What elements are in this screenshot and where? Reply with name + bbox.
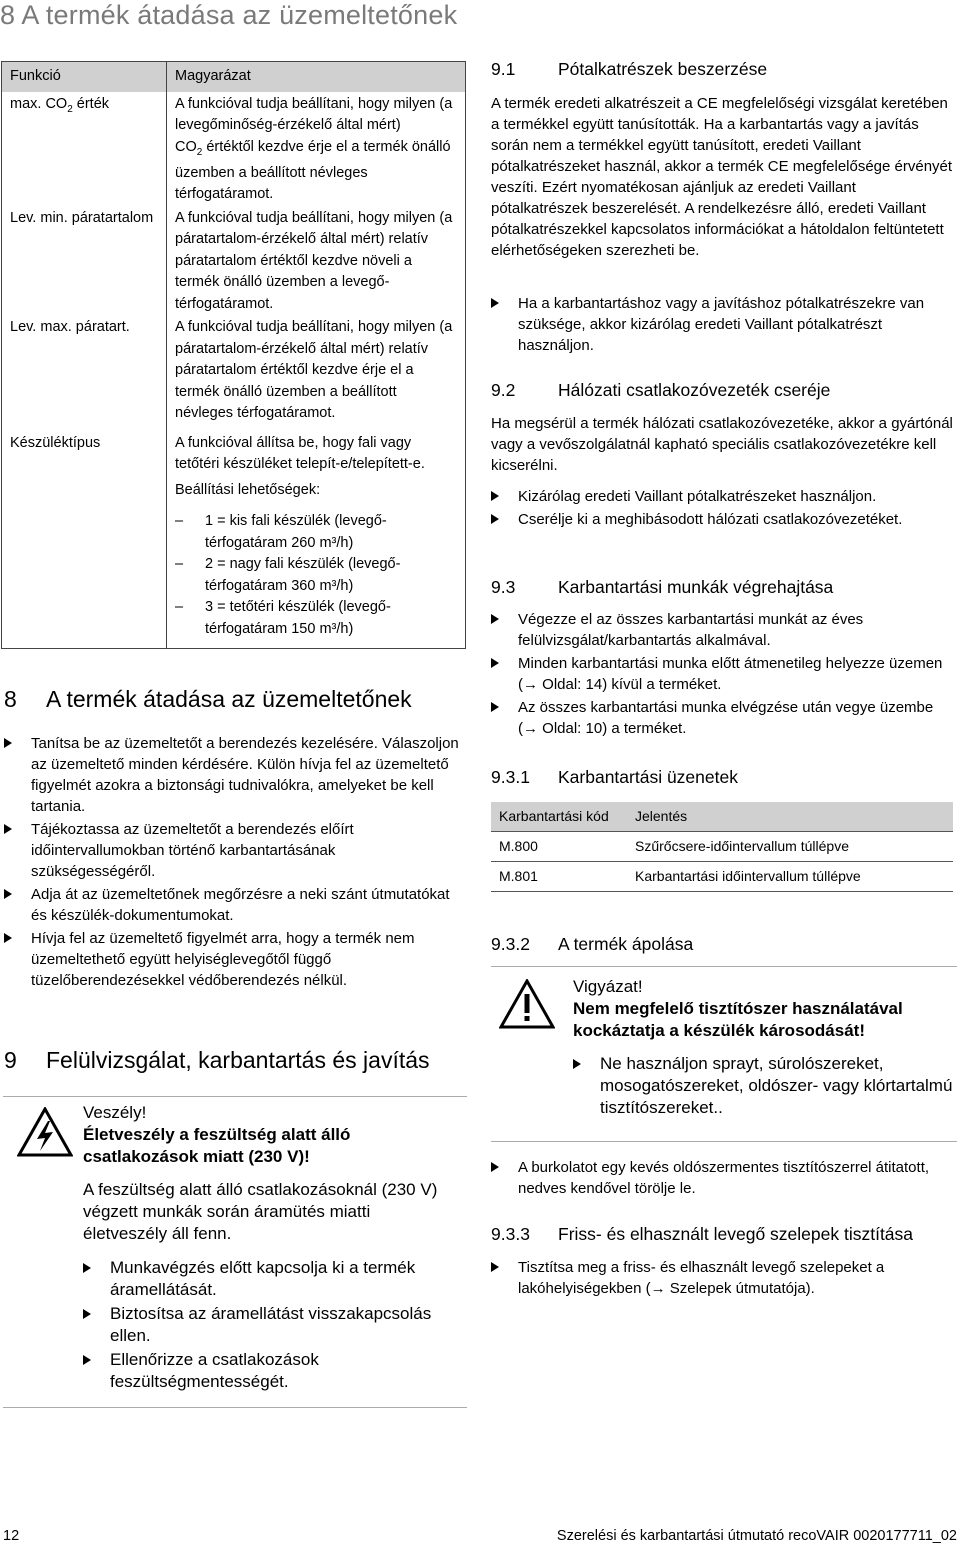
list-item: Kizárólag eredeti Vaillant pótalkatrészeket használjon. <box>491 486 953 507</box>
section-9-3-heading: 9.3 Karbantartási munkák végrehajtása <box>491 577 834 597</box>
list-item: Ne használjon sprayt, súrolószereket, mosogatószereket, oldószer- vagy klórtartalmú tisztítószereket.. <box>573 1053 953 1119</box>
desc-cell: A funkcióval tudja beállítani, hogy milyen (a páratartalom-érzékelő által mért) relatív páratartalom értéktől kezdve érje el a termék önálló üzemben a beállított névleges térfogatáramot. <box>167 315 466 425</box>
arrow-right-icon <box>573 1059 581 1069</box>
section-9-heading: 9 Felülvizsgálat, karbantartás és javítás <box>4 1047 430 1073</box>
section-9-2-text: Ha megsérül a termék hálózati csatlakozóvezetéke, akkor a gyártónál vagy a vevőszolgálatnál kapható speciális csatlakozóvezetékre kell kicserélni. <box>491 415 953 474</box>
header-magyarazat: Magyarázat <box>167 62 466 92</box>
list-item: Munkavégzés előtt kapcsolja ki a termék áramellátását. <box>83 1257 458 1301</box>
table-row <box>491 862 953 892</box>
section-9-3-3-heading: 9.3.3 Friss- és elhasznált levegő szelepek tisztítása <box>491 1224 914 1244</box>
function-table <box>1 61 466 649</box>
list-item: Az összes karbantartási munka elvégzése után vegye üzembe (→ Oldal: 10) a terméket. <box>491 697 953 739</box>
arrow-right-icon <box>83 1355 91 1365</box>
section-9-1-text: A termék eredeti alkatrészeit a CE megfelelőségi vizsgálat keretében a termékkel együtt tanúsították. Ha a karbantartás vagy a javítás során nem a termékkel együtt tanúsított, eredeti Vaillant pótalkatrészeket használ, akkor a termék CE megfelelősége érvényét veszíti. Ezért nyomatékosan ajánljuk az eredeti Vaillant pótalkatrészek beszerelését. A rendelkezésre álló, eredeti Vaillant pótalkatrészekkel kapcsolatos információkat a hátoldalon feltüntetett elérhetőségeken szerezheti be. <box>491 95 953 259</box>
arrow-right-icon <box>491 1162 499 1172</box>
table-header-row <box>491 802 953 832</box>
list-item: Biztosítsa az áramellátást visszakapcsolás ellen. <box>83 1303 458 1347</box>
func-cell: Készüléktípus <box>2 425 167 649</box>
options-list <box>175 511 457 640</box>
table-header-row <box>2 62 466 92</box>
header-kod: Karbantartási kód <box>491 802 627 832</box>
table-row <box>2 425 466 649</box>
section-9-2-heading: 9.2 Hálózati csatlakozóvezeték cseréje <box>491 380 831 400</box>
header-funkcio: Funkció <box>2 62 167 92</box>
exclamation-warning-icon <box>499 979 555 1029</box>
caution-warning-box <box>491 966 957 1142</box>
code-cell: M.801 <box>491 862 627 892</box>
arrow-right-icon <box>4 889 12 899</box>
caution-content: Vigyázat! Nem megfelelő tisztítószer használatával kockáztatja a készülék károsodását! Ne használjon sprayt, súrolószereket, mosogatószereket, oldószer- vagy klórtartalmú tisztítószereket.. <box>573 977 953 1117</box>
desc-cell: A funkcióval állítsa be, hogy fali vagy tetőtéri készüléket telepít-e/telepített-e. Beállítási lehetőségek: – 1 = kis fali készülék (levegő-térfogatáram 260 m³/h) – 2 = nagy fali készülék (levegő-térfogatáram 360 m³/h) – 3 = tetőtéri készülék (levegő-térfogatáram 150 m³/h) <box>167 425 466 649</box>
maintenance-codes-table <box>491 802 953 892</box>
list-item: – 2 = nagy fali készülék (levegő-térfogatáram 360 m³/h) <box>175 554 457 597</box>
list-item: Minden karbantartási munka előtt átmenetileg helyezze üzemen (→ Oldal: 14) kívül a terméket. <box>491 653 953 695</box>
arrow-right-icon <box>83 1309 91 1319</box>
list-item: Ha a karbantartáshoz vagy a javításhoz pótalkatrészekre van szüksége, akkor kizárólag eredeti Vaillant pótalkatrészt használjon. <box>491 293 953 356</box>
section-9-3-list <box>491 609 953 741</box>
list-item: Végezze el az összes karbantartási munkát az éves felülvizsgálat/karbantartás alkalmával. <box>491 609 953 651</box>
page-number: 12 <box>3 1528 20 1544</box>
arrow-right-icon <box>4 824 12 834</box>
arrow-right-icon <box>83 1263 91 1273</box>
danger-list <box>83 1257 458 1393</box>
list-item: Tájékoztassa az üzemeltetőt a berendezés előírt időintervallumokban történő karbantartásának szükségességéről. <box>4 819 462 882</box>
list-item: A burkolatot egy kevés oldószermentes tisztítószerrel átitatott, nedves kendővel törölje le. <box>491 1157 953 1199</box>
desc-cell: A funkcióval tudja beállítani, hogy milyen (a páratartalom-érzékelő által mért) relatív páratartalom értéktől kezdve növeli a termék önálló üzemben a levegő-térfogatáramot. <box>167 206 466 316</box>
table-row <box>491 832 953 862</box>
section-8-list <box>4 733 462 993</box>
arrow-right-icon <box>4 738 12 748</box>
arrow-right-icon <box>491 614 499 624</box>
list-item: Hívja fel az üzemeltető figyelmét arra, hogy a termék nem üzemeltethető együtt helyiséglevegőtől függő tüzelőberendezésekkel védőberendezés nélkül. <box>4 928 462 991</box>
section-9-3-1-heading: 9.3.1 Karbantartási üzenetek <box>491 767 738 787</box>
table-row <box>2 315 466 425</box>
list-item: – 1 = kis fali készülék (levegő-térfogatáram 260 m³/h) <box>175 511 457 554</box>
running-head: 8 A termék átadása az üzemeltetőnek <box>0 0 458 30</box>
list-item: Cserélje ki a meghibásodott hálózati csatlakozóvezetéket. <box>491 509 953 530</box>
table-row <box>2 92 466 206</box>
section-9-3-2-list <box>491 1157 953 1201</box>
list-item: Tisztítsa meg a friss- és elhasznált levegő szelepeket a lakóhelyiségekben (→ Szelepek útmutatója). <box>491 1257 953 1299</box>
danger-content: Veszély! Életveszély a feszültség alatt álló csatlakozások miatt (230 V)! A feszültség alatt álló csatlakozásoknál (230 V) végzett munkák során áramütés miatti életveszély áll fenn. Munkavégzés előtt kapcsolja ki a termék áramellátását. Biztosítsa az áramellátást visszakapcsolás ellen. Ellenőrizze a csatlakozások feszültségmentességét. <box>83 1102 458 1395</box>
arrow-right-icon <box>491 491 499 501</box>
arrow-right-icon <box>491 514 499 524</box>
section-9-1-heading: 9.1 Pótalkatrészek beszerzése <box>491 59 768 79</box>
section-9-3-2-heading: 9.3.2 A termék ápolása <box>491 934 694 954</box>
caution-list <box>573 1053 953 1119</box>
arrow-right-icon <box>491 298 499 308</box>
danger-warning-box <box>3 1096 467 1408</box>
func-cell: Lev. max. páratart. <box>2 315 167 425</box>
desc-cell: A funkcióval tudja beállítani, hogy milyen (a levegőminőség-érzékelő által mért) $CO_2$ értéktől kezdve érje el a termék önálló üzemben a beállított névleges térfogatáramot. <box>167 92 466 206</box>
electric-hazard-icon <box>17 1107 73 1157</box>
list-item: Adja át az üzemeltetőnek megőrzésre a neki szánt útmutatókat és készülék-dokumentumokat. <box>4 884 462 926</box>
list-item: – 3 = tetőtéri készülék (levegő-térfogatáram 150 m³/h) <box>175 597 457 640</box>
list-item: Tanítsa be az üzemeltetőt a berendezés kezelésére. Válaszoljon az üzemeltető minden kérdésére. Külön hívja fel az üzemeltető figyelmét azokra a biztonsági tudnivalókra, amelyeket be kell tartania. <box>4 733 462 817</box>
arrow-right-icon <box>491 702 499 712</box>
arrow-right-icon <box>4 933 12 943</box>
func-cell: max. $CO_2$ érték <box>2 92 167 206</box>
document-title: Szerelési és karbantartási útmutató recoVAIR 0020177711_02 <box>556 1528 957 1544</box>
list-item: Ellenőrizze a csatlakozások feszültségmentességét. <box>83 1349 458 1393</box>
header-jelentes: Jelentés <box>627 802 953 832</box>
section-8-heading: 8 A termék átadása az üzemeltetőnek <box>4 686 412 712</box>
meaning-cell: Szűrőcsere-időintervallum túllépve <box>627 832 953 862</box>
section-9-3-3-list <box>491 1257 953 1301</box>
arrow-right-icon <box>491 1262 499 1272</box>
table-row <box>2 206 466 316</box>
section-9-1-list <box>491 293 953 358</box>
section-9-2-list <box>491 486 953 532</box>
meaning-cell: Karbantartási időintervallum túllépve <box>627 862 953 892</box>
code-cell: M.800 <box>491 832 627 862</box>
func-cell: Lev. min. páratartalom <box>2 206 167 316</box>
arrow-right-icon <box>491 658 499 668</box>
